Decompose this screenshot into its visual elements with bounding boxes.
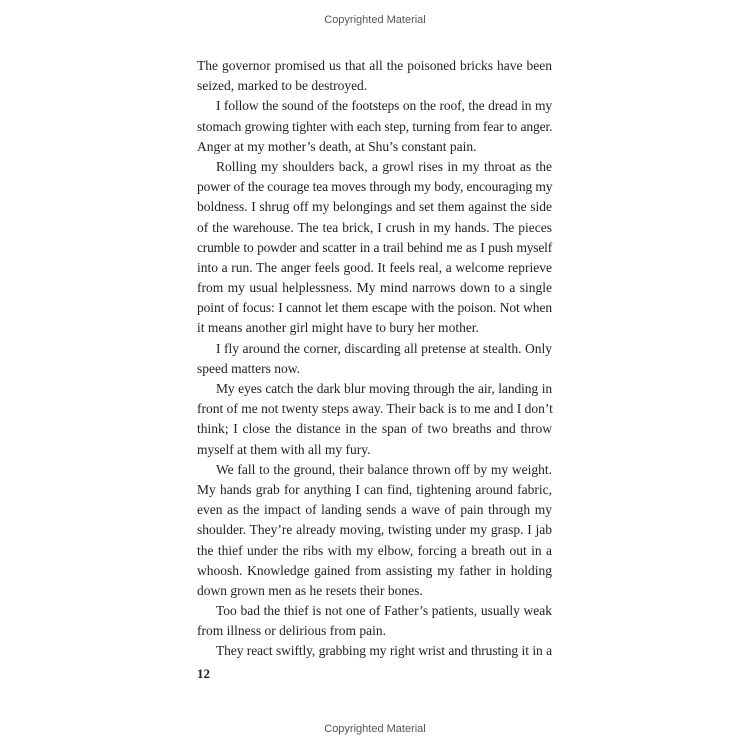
text-line: Anger at my mother’s death, at Shu’s constant pain.: [197, 138, 477, 154]
copyright-footer: Copyrighted Material: [324, 723, 426, 735]
text-line: the thief under the ribs with my elbow, forcing a breath out in a: [197, 542, 552, 558]
text-line: Rolling my shoulders back, a growl rises in my throat as the: [216, 158, 552, 174]
text-line: My hands grab for anything I can find, tightening around fabric,: [197, 481, 552, 497]
text-line: shoulder. They’re already moving, twisting under my grasp. I jab: [197, 522, 552, 538]
text-line: think; I close the distance in the span of two breaths and throw: [197, 421, 552, 437]
page-body-text: [197, 56, 552, 662]
text-line: from illness or delirious from pain.: [197, 623, 386, 639]
text-line: myself at them with all my fury.: [197, 441, 371, 457]
text-line: whoosh. Knowledge gained from assisting my father in holding: [197, 562, 552, 578]
text-line: I follow the sound of the footsteps on the roof, the dread in my: [216, 98, 552, 114]
text-line: The governor promised us that all the poisoned bricks have been: [197, 58, 552, 73]
text-line: crumble to powder and scatter in a trail behind me as I push myself: [197, 239, 552, 255]
text-line: point of focus: I cannot let them escape with the poison. Not when: [197, 300, 552, 316]
text-line: down grown men as he resets their bones.: [197, 582, 423, 598]
text-line: speed matters now.: [197, 360, 300, 376]
text-line: from my usual helplessness. My mind narrows down to a single: [197, 280, 552, 296]
text-line: boldness. I shrug off my belongings and set them against the side: [197, 199, 552, 215]
text-line: seized, marked to be destroyed.: [197, 78, 368, 94]
text-line: even as the impact of landing sends a wave of pain through my: [197, 502, 552, 518]
copyright-header: Copyrighted Material: [324, 14, 426, 26]
text-line: stomach growing tighter with each step, turning from fear to anger.: [197, 118, 553, 134]
text-line: front of me not twenty steps away. Their back is to me and I don’t: [197, 401, 553, 417]
text-line: of the warehouse. The tea brick, I crush in my hands. The pieces: [197, 219, 552, 235]
text-line: power of the courage tea moves through my body, encouraging my: [197, 179, 553, 195]
text-line: We fall to the ground, their balance thrown off by my weight.: [216, 461, 552, 477]
text-line: I fly around the corner, discarding all pretense at stealth. Only: [216, 340, 552, 356]
text-line: They react swiftly, grabbing my right wrist and thrusting it in a: [216, 643, 552, 659]
text-line: Too bad the thief is not one of Father’s patients, usually weak: [216, 603, 552, 619]
text-line: into a run. The anger feels good. It feels real, a welcome reprieve: [197, 259, 552, 275]
text-line: it means another girl might have to bury her mother.: [197, 320, 479, 336]
page-number: 12: [197, 666, 210, 681]
text-line: My eyes catch the dark blur moving through the air, landing in: [216, 381, 552, 396]
